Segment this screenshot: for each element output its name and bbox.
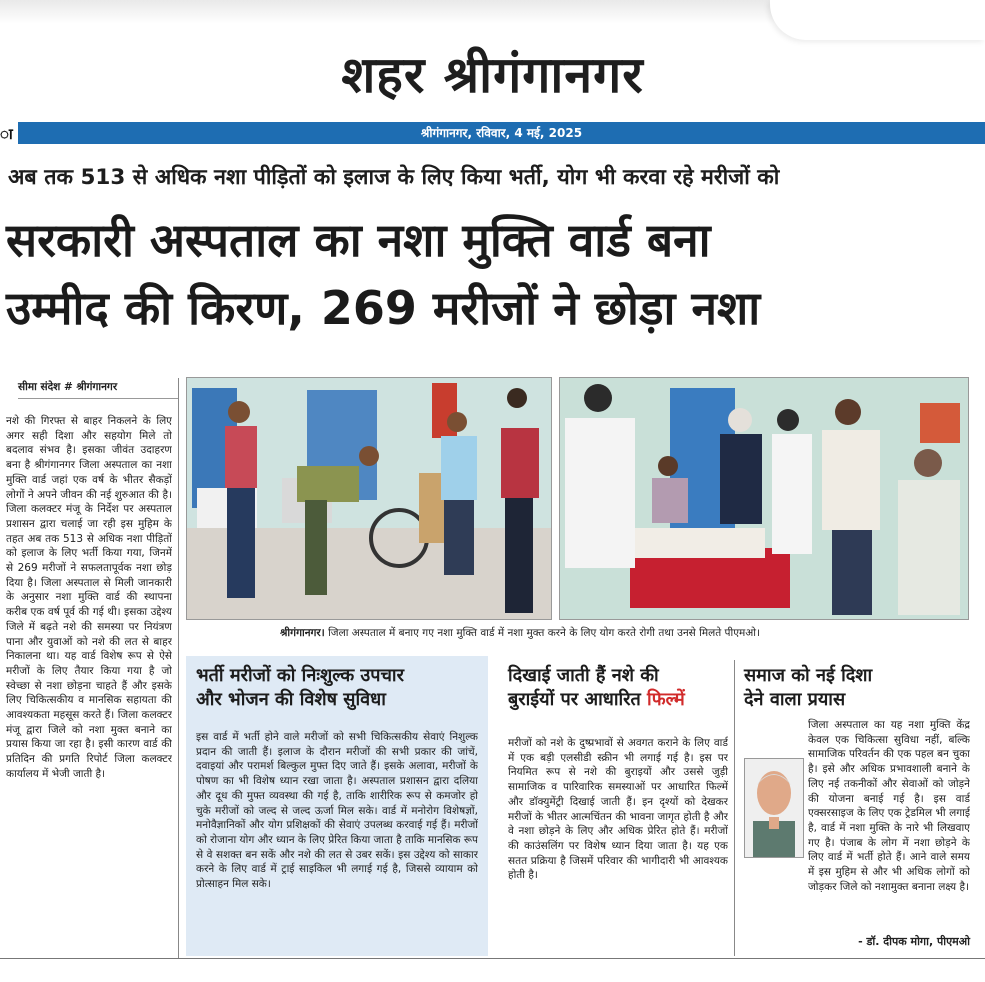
signature: - डॉ. दीपक मोगा, पीएमओ xyxy=(858,935,970,948)
photo-yoga-illustration xyxy=(187,378,551,619)
section1-text: इस वार्ड में भर्ती होने वाले मरीजों को सभी चिकित्सकीय सेवाएं निशुल्क प्रदान की जाती हैं। इलाज के दौरान मरीजों की सभी प्रकार की जांचें, दवाइयां और परामर्श बिल्कुल मुफ्त दिए जाते हैं। इसके अलावा, मरीजों के पोषण का भी विशेष ध्यान रखा जाता है। अस्पताल प्रशासन द्वारा दलिया और दूध की मुफ्त व्यवस्था की गई है, ताकि शारीरिक रूप से कमजोर हो चुके मरीजों को जल्द से जल्द ऊर्जा मिल सके। वार्ड में मनोरोग विशेषज्ञों, मनोवैज्ञानिकों और योग प्रशिक्षकों की सेवाएं उपलब्ध करवाई गई हैं। मरीजों को रोजाना योग और ध्यान के लिए प्रेरित किया जाता है ताकि मानसिक रूप से वे सशक्त बन सकें और नशे की लत से उबर सकें। इस उद्देश्य को साकार करने के लिए वार्ड में ट्राई साइकिल भी लगाई गई है, जिससे व्यायाम को प्रोत्साहन मिल सके। xyxy=(196,731,478,891)
section2-title xyxy=(508,664,728,712)
page-corner xyxy=(770,0,985,40)
headline xyxy=(6,206,981,342)
section2-title-plain: बुराईयों पर आधारित xyxy=(508,689,648,710)
section2-text: मरीजों को नशे के दुष्प्रभावों से अवगत कराने के लिए वार्ड में एक बड़ी एलसीडी स्क्रीन भी लगाई गई है। इस पर नियमित रूप से नशे की बुराइयों और उससे जुड़ी सामाजिक व पारिवारिक समस्याओं पर आधारित फिल्में और डॉक्युमेंट्री दिखाई जाती हैं। इन दृश्यों को देखकर मरीजों के भीतर आत्मचिंतन की भावना जागृत होती है और वे नशा छोड़ने के लिए और अधिक प्रेरित होते हैं। मरीजों की काउंसलिंग पर विशेष ध्यान दिया जाता है। यह एक सतत प्रक्रिया है जिसमें परिवार की भागीदारी भी आवश्यक होती है। xyxy=(508,737,728,882)
photo-ward-visit xyxy=(559,377,969,620)
photo-yoga xyxy=(186,377,552,620)
masthead: शहर श्रीगंगानगर xyxy=(341,46,644,104)
photo-caption xyxy=(280,626,970,640)
portrait-spacer xyxy=(744,756,808,896)
bottom-rule xyxy=(0,958,985,959)
left-stub: ा xyxy=(0,125,13,143)
section2-title-line1: दिखाई जाती हैं नशे की xyxy=(508,665,659,686)
headline-line-2: उम्मीद की किरण, 269 मरीजों ने छोड़ा नशा xyxy=(6,281,761,335)
caption-text: जिला अस्पताल में बनाए गए नशा मुक्ति वार्ड में नशा मुक्त करने के लिए योग करते रोगी तथा उनसे मिलते पीएमओ। xyxy=(328,627,761,639)
column-divider xyxy=(178,378,179,958)
byline: सीमा संदेश # श्रीगंगानगर xyxy=(18,380,178,399)
section3-text xyxy=(744,718,970,930)
section1-title-line1: भर्ती मरीजों को निःशुल्क उपचार xyxy=(196,665,404,686)
section1-title-line2: और भोजन की विशेष सुविधा xyxy=(196,689,386,710)
section1-title xyxy=(196,664,486,712)
caption-place: श्रीगंगानगर। xyxy=(280,627,325,639)
dateline-bar: श्रीगंगानगर, रविवार, 4 मई, 2025 xyxy=(18,122,985,144)
lead-column: नशे की गिरफ्त से बाहर निकलने के लिए अगर सही दिशा और सहयोग मिले तो बदलाव संभव है। इसका जीवंत उदाहरण बना है श्रीगंगानगर जिला अस्पताल का नशा मुक्ति वार्ड जहां एक वर्ष के भीतर सैकड़ों लोगों ने अपने जीवन की नई शुरुआत की है। जिला कलक्टर मंजू के निर्देश पर अस्पताल प्रशासन द्वारा चलाई जा रही इस मुहिम के तहत अब तक 513 से अधिक नशा पीड़ितों को इलाज के लिए भर्ती किया गया, जिनमें से 269 मरीजों ने सफलतापूर्वक नशा छोड़ दिया है। जिला अस्पताल से मिली जानकारी के अनुसार नशा मुक्ति वार्ड की स्थापना करीब एक वर्ष पूर्व की गई थी। इसका उद्देश्य जिले में बढ़ते नशे की समस्या पर नियंत्रण पाना और युवाओं को नशे की लत से बाहर निकालना था। यह वार्ड विशेष रूप से ऐसे मरीजों के लिए तैयार किया गया है जो स्वेच्छा से नशा छोड़ना चाहते हैं और इसके लिए चिकित्सकीय व मानसिक सहायता की आवश्यकता महसूस करते हैं। जिला कलक्टर मंजू द्वारा जिले को नशा मुक्त बनाने का प्रयास किया जा रहा है। इसी कारण वार्ड की प्रतिदिन की प्रगति रिपोर्ट जिला कलक्टर कार्यालय में भेजी जाती है। xyxy=(6,415,172,780)
section2-title-line2 xyxy=(508,688,728,712)
headline-line-1: सरकारी अस्पताल का नशा मुक्ति वार्ड बना xyxy=(6,213,711,267)
section3-text-body: जिला अस्पताल का यह नशा मुक्ति केंद्र केवल एक चिकित्सा सुविधा नहीं, बल्कि सामाजिक परिवर्तन की एक पहल बन चुका है। इसे और अधिक प्रभावशाली बनाने के लिए नई तकनीकों और सेवाओं को जोड़ने की योजना बनाई गई है। इस वार्ड एक्सरसाइज के लिए एक ट्रेडमिल भी लगाई है, वार्ड में नशा मुक्ति के नारे भी लिखवाए गए है। पंजाब के लोग में नशा छोड़ने के लिए वार्ड में भर्ती होते हैं। आने वाले समय में इस मुहिम से और भी अधिक लोगों को जोड़कर जिले को नशामुक्त बनाना लक्ष्य है। xyxy=(808,719,970,893)
column-divider-2 xyxy=(734,660,735,956)
section3-title-line1: समाज को नई दिशा xyxy=(744,665,873,686)
photo-ward-illustration xyxy=(560,378,968,619)
kicker: अब तक 513 से अधिक नशा पीड़ितों को इलाज के लिए किया भर्ती, योग भी करवा रहे मरीजों को xyxy=(8,165,780,190)
section3-title xyxy=(744,664,974,712)
section2-title-red: फिल्में xyxy=(647,689,685,710)
section3-title-line2: देने वाला प्रयास xyxy=(744,689,846,710)
